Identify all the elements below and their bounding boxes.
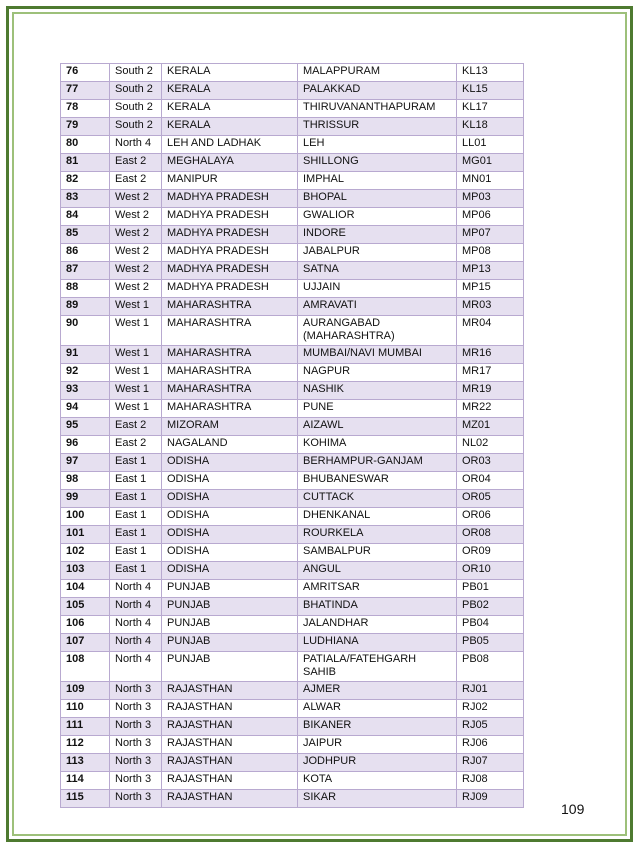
serial-number-cell: 104	[61, 580, 110, 598]
serial-number-cell: 77	[61, 82, 110, 100]
code-cell: MR16	[457, 346, 524, 364]
city-cell: AMRAVATI	[298, 298, 457, 316]
city-cell: DHENKANAL	[298, 508, 457, 526]
code-cell: OR09	[457, 544, 524, 562]
table-row	[61, 700, 524, 718]
table-row	[61, 244, 524, 262]
code-cell: MP15	[457, 280, 524, 298]
city-cell: JODHPUR	[298, 754, 457, 772]
table-row	[61, 346, 524, 364]
serial-number-cell: 103	[61, 562, 110, 580]
zone-cell: East 2	[110, 154, 162, 172]
code-cell: OR05	[457, 490, 524, 508]
state-cell: ODISHA	[162, 544, 298, 562]
city-cell: JALANDHAR	[298, 616, 457, 634]
city-cell: THIRUVANANTHAPURAM	[298, 100, 457, 118]
serial-number-cell: 93	[61, 382, 110, 400]
state-cell: PUNJAB	[162, 580, 298, 598]
city-cell: MALAPPURAM	[298, 64, 457, 82]
city-cell: BHUBANESWAR	[298, 472, 457, 490]
state-cell: MEGHALAYA	[162, 154, 298, 172]
table-row	[61, 772, 524, 790]
zone-cell: West 1	[110, 346, 162, 364]
serial-number-cell: 112	[61, 736, 110, 754]
table-row	[61, 118, 524, 136]
serial-number-cell: 95	[61, 418, 110, 436]
code-cell: OR10	[457, 562, 524, 580]
serial-number-cell: 94	[61, 400, 110, 418]
code-cell: KL17	[457, 100, 524, 118]
state-cell: KERALA	[162, 100, 298, 118]
code-cell: RJ08	[457, 772, 524, 790]
state-cell: MADHYA PRADESH	[162, 244, 298, 262]
city-cell: THRISSUR	[298, 118, 457, 136]
serial-number-cell: 109	[61, 682, 110, 700]
state-cell: MADHYA PRADESH	[162, 226, 298, 244]
table-row	[61, 316, 524, 346]
state-cell: LEH AND LADHAK	[162, 136, 298, 154]
zone-cell: West 2	[110, 244, 162, 262]
zone-cell: West 1	[110, 364, 162, 382]
serial-number-cell: 88	[61, 280, 110, 298]
state-cell: MIZORAM	[162, 418, 298, 436]
zone-cell: West 2	[110, 280, 162, 298]
city-cell: ROURKELA	[298, 526, 457, 544]
city-cell: SAMBALPUR	[298, 544, 457, 562]
code-cell: PB04	[457, 616, 524, 634]
state-cell: RAJASTHAN	[162, 700, 298, 718]
zone-cell: North 3	[110, 700, 162, 718]
table-row	[61, 718, 524, 736]
table-row	[61, 64, 524, 82]
code-cell: OR03	[457, 454, 524, 472]
state-cell: MADHYA PRADESH	[162, 208, 298, 226]
table-row	[61, 544, 524, 562]
table-row	[61, 634, 524, 652]
code-cell: MR04	[457, 316, 524, 346]
table-row	[61, 226, 524, 244]
serial-number-cell: 80	[61, 136, 110, 154]
zone-cell: East 2	[110, 172, 162, 190]
table-row	[61, 364, 524, 382]
state-cell: ODISHA	[162, 454, 298, 472]
city-cell: NAGPUR	[298, 364, 457, 382]
serial-number-cell: 100	[61, 508, 110, 526]
zone-cell: South 2	[110, 100, 162, 118]
code-cell: OR04	[457, 472, 524, 490]
zone-cell: South 2	[110, 118, 162, 136]
zone-cell: West 1	[110, 316, 162, 346]
state-cell: RAJASTHAN	[162, 718, 298, 736]
state-cell: RAJASTHAN	[162, 682, 298, 700]
serial-number-cell: 79	[61, 118, 110, 136]
city-cell: LEH	[298, 136, 457, 154]
zone-cell: West 2	[110, 208, 162, 226]
code-cell: MP06	[457, 208, 524, 226]
code-cell: RJ06	[457, 736, 524, 754]
zone-cell: North 3	[110, 790, 162, 808]
state-cell: MADHYA PRADESH	[162, 262, 298, 280]
zone-cell: West 2	[110, 226, 162, 244]
zone-cell: North 4	[110, 616, 162, 634]
state-cell: MAHARASHTRA	[162, 298, 298, 316]
table-row	[61, 754, 524, 772]
page-number: 109	[561, 801, 585, 817]
state-cell: KERALA	[162, 118, 298, 136]
city-cell: ALWAR	[298, 700, 457, 718]
zone-cell: West 1	[110, 400, 162, 418]
city-cell: BERHAMPUR-GANJAM	[298, 454, 457, 472]
city-cell: UJJAIN	[298, 280, 457, 298]
code-cell: MZ01	[457, 418, 524, 436]
serial-number-cell: 91	[61, 346, 110, 364]
table-row	[61, 172, 524, 190]
table-row	[61, 208, 524, 226]
table-row	[61, 262, 524, 280]
code-cell: RJ02	[457, 700, 524, 718]
city-cell: INDORE	[298, 226, 457, 244]
city-cell: SATNA	[298, 262, 457, 280]
table-row	[61, 418, 524, 436]
serial-number-cell: 87	[61, 262, 110, 280]
code-cell: PB05	[457, 634, 524, 652]
city-cell: PUNE	[298, 400, 457, 418]
city-cell: KOTA	[298, 772, 457, 790]
city-cell: LUDHIANA	[298, 634, 457, 652]
state-cell: NAGALAND	[162, 436, 298, 454]
zone-cell: South 2	[110, 64, 162, 82]
table-row	[61, 562, 524, 580]
table-row	[61, 280, 524, 298]
state-cell: ODISHA	[162, 562, 298, 580]
state-cell: MANIPUR	[162, 172, 298, 190]
city-cell: BHATINDA	[298, 598, 457, 616]
serial-number-cell: 106	[61, 616, 110, 634]
state-cell: RAJASTHAN	[162, 772, 298, 790]
zone-cell: North 4	[110, 634, 162, 652]
serial-number-cell: 105	[61, 598, 110, 616]
table-row	[61, 616, 524, 634]
code-cell: RJ05	[457, 718, 524, 736]
state-cell: PUNJAB	[162, 652, 298, 682]
serial-number-cell: 108	[61, 652, 110, 682]
city-cell: SHILLONG	[298, 154, 457, 172]
state-cell: RAJASTHAN	[162, 754, 298, 772]
state-cell: KERALA	[162, 64, 298, 82]
city-cell: GWALIOR	[298, 208, 457, 226]
code-cell: MP07	[457, 226, 524, 244]
state-cell: ODISHA	[162, 472, 298, 490]
code-cell: MP08	[457, 244, 524, 262]
table-row	[61, 400, 524, 418]
table-row	[61, 472, 524, 490]
serial-number-cell: 96	[61, 436, 110, 454]
zone-cell: North 3	[110, 718, 162, 736]
zone-cell: North 4	[110, 652, 162, 682]
table-row	[61, 454, 524, 472]
zone-cell: East 2	[110, 436, 162, 454]
serial-number-cell: 85	[61, 226, 110, 244]
serial-number-cell: 114	[61, 772, 110, 790]
state-cell: MAHARASHTRA	[162, 316, 298, 346]
city-cell: AURANGABAD (MAHARASHTRA)	[298, 316, 457, 346]
table-row	[61, 136, 524, 154]
code-cell: RJ07	[457, 754, 524, 772]
city-cell: CUTTACK	[298, 490, 457, 508]
serial-number-cell: 76	[61, 64, 110, 82]
zone-cell: West 2	[110, 262, 162, 280]
serial-number-cell: 89	[61, 298, 110, 316]
state-cell: PUNJAB	[162, 598, 298, 616]
city-cell: SIKAR	[298, 790, 457, 808]
code-cell: OR08	[457, 526, 524, 544]
zone-cell: East 1	[110, 562, 162, 580]
zone-cell: East 1	[110, 454, 162, 472]
serial-number-cell: 115	[61, 790, 110, 808]
state-cell: MAHARASHTRA	[162, 364, 298, 382]
city-cell: BIKANER	[298, 718, 457, 736]
state-cell: ODISHA	[162, 508, 298, 526]
state-cell: MAHARASHTRA	[162, 382, 298, 400]
city-code-table	[60, 63, 524, 808]
zone-cell: South 2	[110, 82, 162, 100]
table-row	[61, 790, 524, 808]
code-cell: PB01	[457, 580, 524, 598]
city-cell: KOHIMA	[298, 436, 457, 454]
serial-number-cell: 84	[61, 208, 110, 226]
city-cell: IMPHAL	[298, 172, 457, 190]
serial-number-cell: 81	[61, 154, 110, 172]
serial-number-cell: 101	[61, 526, 110, 544]
code-cell: RJ09	[457, 790, 524, 808]
state-cell: PUNJAB	[162, 616, 298, 634]
code-cell: OR06	[457, 508, 524, 526]
table-row	[61, 82, 524, 100]
state-cell: MAHARASHTRA	[162, 346, 298, 364]
code-cell: MR22	[457, 400, 524, 418]
serial-number-cell: 98	[61, 472, 110, 490]
table-row	[61, 526, 524, 544]
state-cell: RAJASTHAN	[162, 736, 298, 754]
zone-cell: East 1	[110, 490, 162, 508]
code-cell: NL02	[457, 436, 524, 454]
serial-number-cell: 99	[61, 490, 110, 508]
state-cell: MAHARASHTRA	[162, 400, 298, 418]
code-cell: MR17	[457, 364, 524, 382]
code-cell: PB08	[457, 652, 524, 682]
city-cell: NASHIK	[298, 382, 457, 400]
serial-number-cell: 110	[61, 700, 110, 718]
zone-cell: North 4	[110, 598, 162, 616]
table-row	[61, 652, 524, 682]
zone-cell: East 1	[110, 544, 162, 562]
table-row	[61, 382, 524, 400]
zone-cell: North 4	[110, 136, 162, 154]
table-row	[61, 190, 524, 208]
zone-cell: North 3	[110, 682, 162, 700]
city-cell: MUMBAI/NAVI MUMBAI	[298, 346, 457, 364]
zone-cell: West 1	[110, 298, 162, 316]
zone-cell: East 1	[110, 508, 162, 526]
state-cell: MADHYA PRADESH	[162, 190, 298, 208]
state-cell: PUNJAB	[162, 634, 298, 652]
city-cell: JAIPUR	[298, 736, 457, 754]
table-row	[61, 298, 524, 316]
serial-number-cell: 78	[61, 100, 110, 118]
zone-cell: North 3	[110, 754, 162, 772]
zone-cell: West 1	[110, 382, 162, 400]
zone-cell: North 3	[110, 736, 162, 754]
state-cell: ODISHA	[162, 490, 298, 508]
code-cell: LL01	[457, 136, 524, 154]
serial-number-cell: 83	[61, 190, 110, 208]
city-cell: AIZAWL	[298, 418, 457, 436]
table-row	[61, 100, 524, 118]
serial-number-cell: 113	[61, 754, 110, 772]
table-row	[61, 508, 524, 526]
city-cell: BHOPAL	[298, 190, 457, 208]
serial-number-cell: 86	[61, 244, 110, 262]
code-cell: KL13	[457, 64, 524, 82]
city-cell: ANGUL	[298, 562, 457, 580]
zone-cell: North 3	[110, 772, 162, 790]
city-cell: PATIALA/FATEHGARH SAHIB	[298, 652, 457, 682]
table-row	[61, 580, 524, 598]
zone-cell: North 4	[110, 580, 162, 598]
zone-cell: East 1	[110, 526, 162, 544]
table-row	[61, 436, 524, 454]
table-row	[61, 598, 524, 616]
serial-number-cell: 90	[61, 316, 110, 346]
table-row	[61, 736, 524, 754]
zone-cell: West 2	[110, 190, 162, 208]
code-cell: MN01	[457, 172, 524, 190]
code-cell: MG01	[457, 154, 524, 172]
table-row	[61, 490, 524, 508]
city-cell: PALAKKAD	[298, 82, 457, 100]
table-row	[61, 154, 524, 172]
serial-number-cell: 107	[61, 634, 110, 652]
serial-number-cell: 111	[61, 718, 110, 736]
code-cell: KL15	[457, 82, 524, 100]
serial-number-cell: 82	[61, 172, 110, 190]
state-cell: KERALA	[162, 82, 298, 100]
serial-number-cell: 97	[61, 454, 110, 472]
zone-cell: East 1	[110, 472, 162, 490]
serial-number-cell: 102	[61, 544, 110, 562]
city-cell: AMRITSAR	[298, 580, 457, 598]
zone-cell: East 2	[110, 418, 162, 436]
code-cell: RJ01	[457, 682, 524, 700]
serial-number-cell: 92	[61, 364, 110, 382]
code-cell: MR03	[457, 298, 524, 316]
code-cell: PB02	[457, 598, 524, 616]
code-cell: MR19	[457, 382, 524, 400]
city-cell: AJMER	[298, 682, 457, 700]
code-cell: KL18	[457, 118, 524, 136]
city-cell: JABALPUR	[298, 244, 457, 262]
state-cell: ODISHA	[162, 526, 298, 544]
state-cell: MADHYA PRADESH	[162, 280, 298, 298]
code-cell: MP03	[457, 190, 524, 208]
state-cell: RAJASTHAN	[162, 790, 298, 808]
code-cell: MP13	[457, 262, 524, 280]
table-row	[61, 682, 524, 700]
table-body	[61, 64, 524, 808]
